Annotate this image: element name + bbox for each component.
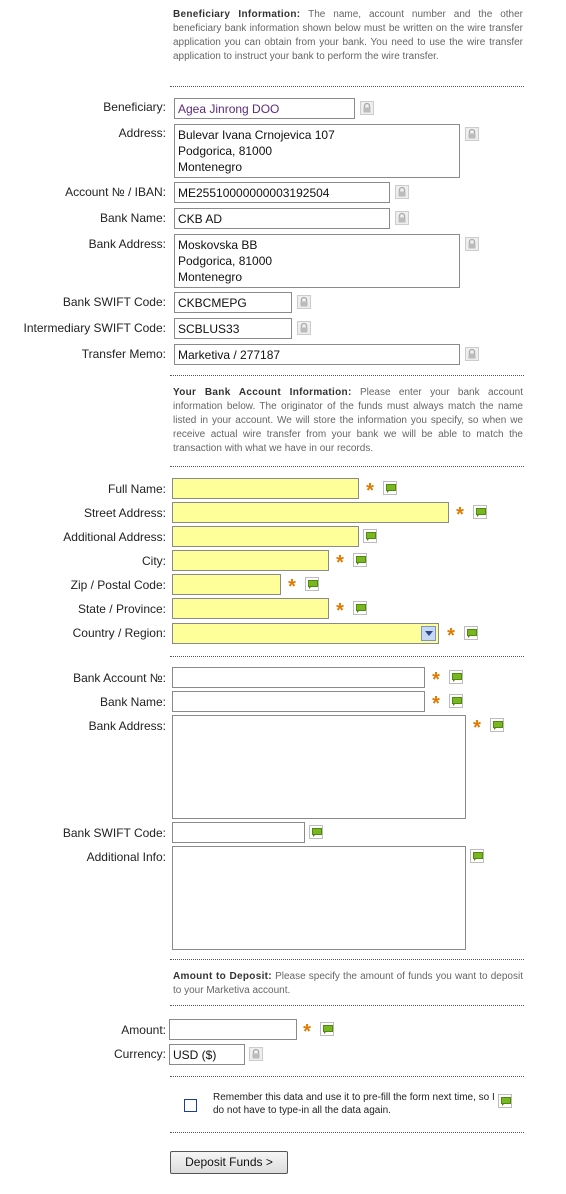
- divider: [170, 375, 524, 376]
- lock-icon: [465, 347, 479, 361]
- lock-icon: [297, 295, 311, 309]
- state-label: State / Province:: [77, 602, 166, 616]
- user-swift-label: Bank SWIFT Code:: [62, 826, 166, 840]
- user-bank-name-label: Bank Name:: [99, 695, 166, 709]
- user-bank-address-label: Bank Address:: [88, 719, 166, 733]
- swift-label: Bank SWIFT Code:: [62, 295, 166, 309]
- country-label: Country / Region:: [72, 626, 166, 640]
- lock-icon: [249, 1047, 263, 1061]
- city-label: City:: [142, 554, 166, 568]
- full-name-input[interactable]: [172, 478, 359, 499]
- lock-icon: [360, 101, 374, 115]
- address-label: Address:: [118, 126, 166, 140]
- divider: [170, 656, 524, 657]
- divider: [170, 1132, 524, 1133]
- bank-account-no-input[interactable]: [172, 667, 425, 688]
- divider: [170, 959, 524, 960]
- note-icon[interactable]: [383, 481, 397, 495]
- memo-field[interactable]: Marketiva / 277187: [174, 344, 460, 365]
- required-asterisk-icon: *: [432, 693, 440, 715]
- note-icon[interactable]: [305, 577, 319, 591]
- lock-icon: [297, 321, 311, 335]
- beneficiary-info-text: Beneficiary Information: The name, account number and the other beneficiary bank information shown below must be written on the wire transfer application you can obtain from your bank. You need to use the wire transfer application to instruct your bank to perform the wire transfer.: [173, 9, 523, 62]
- divider: [170, 86, 524, 87]
- bank-name-field[interactable]: CKB AD: [174, 208, 390, 229]
- amount-input[interactable]: [169, 1019, 297, 1040]
- required-asterisk-icon: *: [303, 1021, 311, 1043]
- country-select[interactable]: [172, 623, 439, 644]
- your-bank-info-text: Your Bank Account Information: Please enter your bank account information below. The originator of the funds must always match the name listed in your account. We will store the information you specify, so when we receive actual wire transfer from your bank we will be able to match the transaction with what we have in our records.: [173, 387, 524, 454]
- required-asterisk-icon: *: [366, 480, 374, 502]
- note-icon[interactable]: [464, 626, 478, 640]
- beneficiary-label: Beneficiary:: [103, 100, 166, 114]
- your-bank-info-heading: Your Bank Account Information:: [173, 387, 352, 398]
- deposit-info-text: Amount to Deposit: Please specify the amount of funds you want to deposit to your Marketiva account.: [173, 971, 523, 996]
- account-field[interactable]: ME25510000000003192504: [174, 182, 390, 203]
- zip-label: Zip / Postal Code:: [70, 578, 166, 592]
- currency-label: Currency:: [113, 1047, 166, 1061]
- deposit-funds-button[interactable]: Deposit Funds >: [170, 1151, 288, 1174]
- account-label: Account № / IBAN:: [65, 185, 166, 199]
- required-asterisk-icon: *: [336, 552, 344, 574]
- note-icon[interactable]: [363, 529, 377, 543]
- zip-input[interactable]: [172, 574, 281, 595]
- divider: [170, 1076, 524, 1077]
- currency-field[interactable]: USD ($): [169, 1044, 245, 1065]
- divider: [170, 1005, 524, 1006]
- street-address-label: Street Address:: [83, 506, 166, 520]
- bank-name-label: Bank Name:: [99, 211, 166, 225]
- required-asterisk-icon: *: [432, 669, 440, 691]
- lock-icon: [465, 237, 479, 251]
- note-icon[interactable]: [490, 718, 504, 732]
- beneficiary-field[interactable]: Agea Jinrong DOO: [174, 98, 355, 119]
- divider: [170, 466, 524, 467]
- additional-address-label: Additional Address:: [63, 530, 166, 544]
- city-input[interactable]: [172, 550, 329, 571]
- full-name-label: Full Name:: [107, 482, 166, 496]
- bank-address-field[interactable]: Moskovska BB Podgorica, 81000 Montenegro: [174, 234, 460, 288]
- amount-label: Amount:: [121, 1023, 166, 1037]
- remember-checkbox[interactable]: [184, 1099, 197, 1112]
- lock-icon: [465, 127, 479, 141]
- beneficiary-info-heading: Beneficiary Information:: [173, 9, 301, 20]
- note-icon[interactable]: [449, 694, 463, 708]
- memo-label: Transfer Memo:: [81, 347, 166, 361]
- required-asterisk-icon: *: [447, 625, 455, 647]
- note-icon[interactable]: [473, 505, 487, 519]
- user-bank-name-input[interactable]: [172, 691, 425, 712]
- address-field[interactable]: Bulevar Ivana Crnojevica 107 Podgorica, 81000 Montenegro: [174, 124, 460, 178]
- additional-info-label: Additional Info:: [86, 850, 166, 864]
- note-icon[interactable]: [353, 553, 367, 567]
- chevron-down-icon[interactable]: [421, 626, 436, 641]
- bank-account-no-label: Bank Account №:: [73, 671, 166, 685]
- remember-label: Remember this data and use it to pre-fill the form next time, so I do not have to type-in all the data again.: [213, 1092, 495, 1116]
- lock-icon: [395, 185, 409, 199]
- additional-address-input[interactable]: [172, 526, 359, 547]
- lock-icon: [395, 211, 409, 225]
- state-input[interactable]: [172, 598, 329, 619]
- note-icon[interactable]: [449, 670, 463, 684]
- note-icon[interactable]: [320, 1022, 334, 1036]
- intermediary-swift-field[interactable]: SCBLUS33: [174, 318, 292, 339]
- street-address-input[interactable]: [172, 502, 449, 523]
- required-asterisk-icon: *: [336, 600, 344, 622]
- swift-field[interactable]: CKBCMEPG: [174, 292, 292, 313]
- required-asterisk-icon: *: [473, 717, 481, 739]
- user-bank-address-textarea[interactable]: [172, 715, 466, 819]
- note-icon[interactable]: [353, 601, 367, 615]
- note-icon[interactable]: [498, 1094, 512, 1108]
- required-asterisk-icon: *: [288, 576, 296, 598]
- required-asterisk-icon: *: [456, 504, 464, 526]
- note-icon[interactable]: [470, 849, 484, 863]
- intermediary-swift-label: Intermediary SWIFT Code:: [23, 321, 166, 335]
- deposit-info-heading: Amount to Deposit:: [173, 971, 272, 982]
- additional-info-textarea[interactable]: [172, 846, 466, 950]
- user-swift-input[interactable]: [172, 822, 305, 843]
- bank-address-label: Bank Address:: [88, 237, 166, 251]
- note-icon[interactable]: [309, 825, 323, 839]
